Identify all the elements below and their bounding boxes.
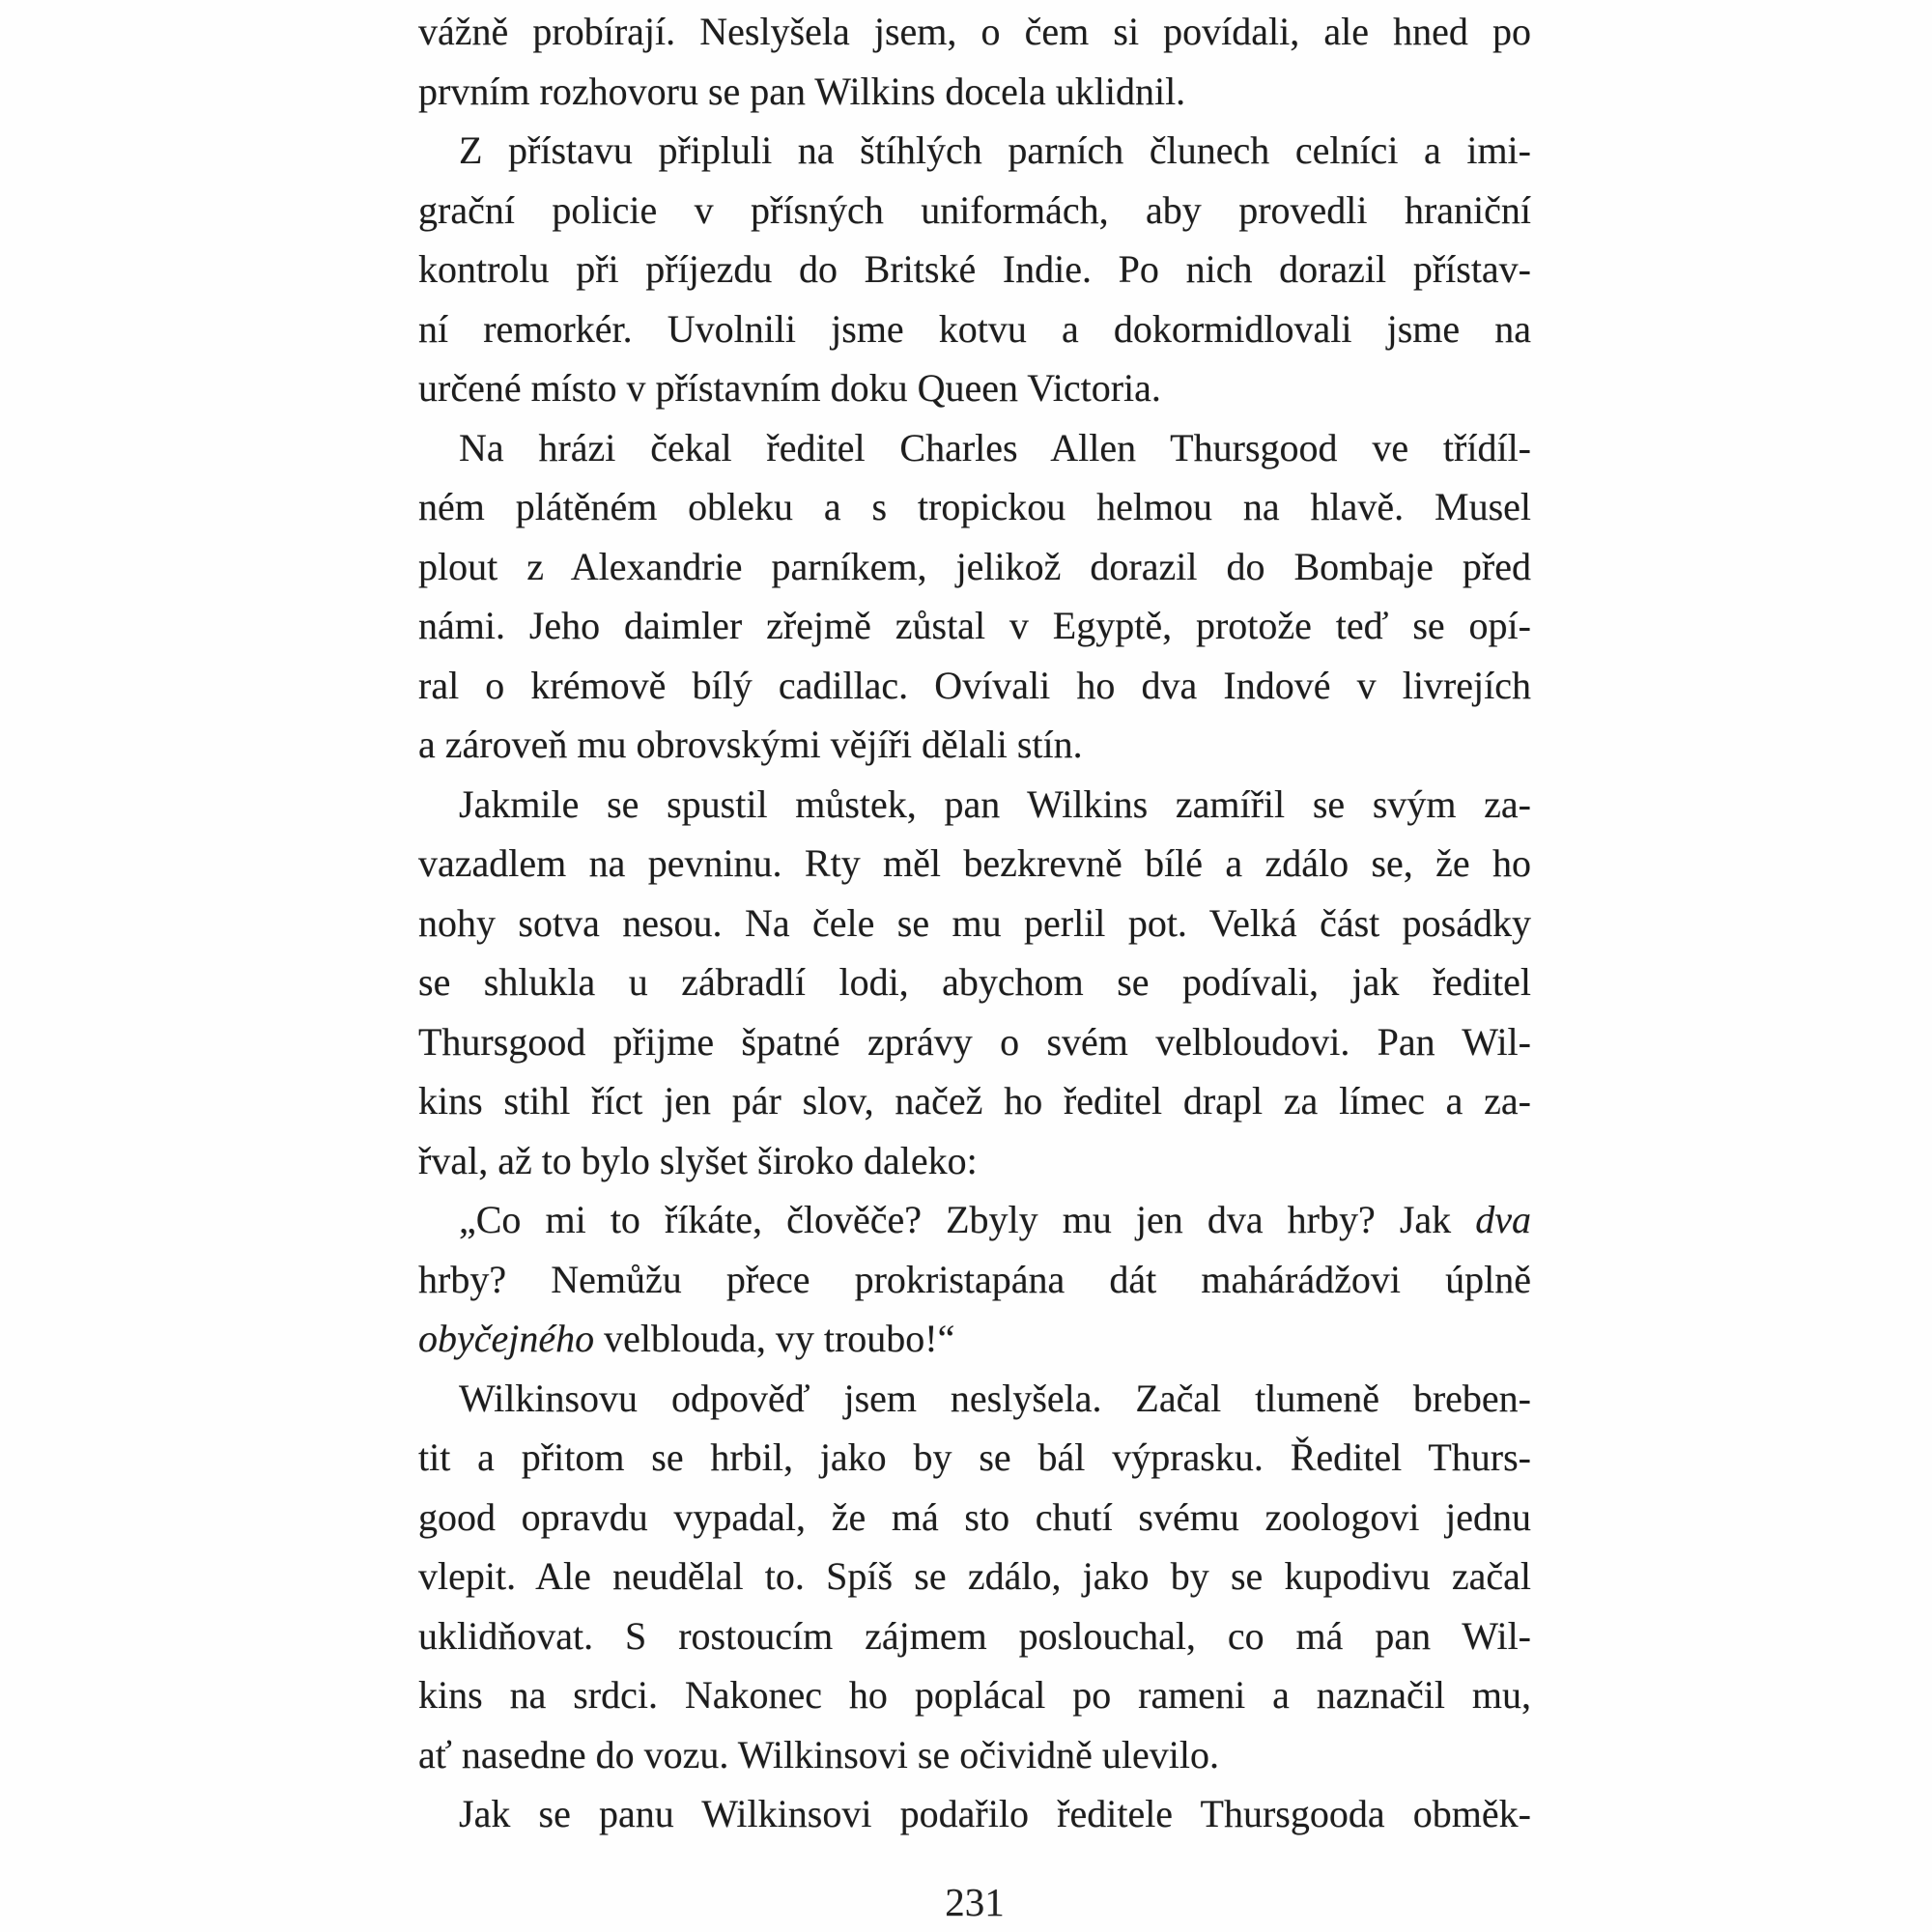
text-segment: plout z Alexandrie parníkem, jelikož dorazil do Bombaje před [418,544,1531,588]
text-line [418,1071,1531,1131]
text-line [418,715,1531,775]
text-segment: určené místo v přístavním doku Queen Victoria. [418,366,1161,410]
text-line [418,1547,1531,1606]
text-line [418,1488,1531,1548]
text-line [418,1250,1531,1310]
text-segment: good opravdu vypadal, že má sto chutí svému zoologovi jednu [418,1494,1531,1539]
text-line [418,656,1531,716]
text-line [418,834,1531,894]
text-segment: tit a přitom se hrbil, jako by se bál výprasku. Ředitel Thurs- [418,1435,1531,1479]
text-line [418,1131,1531,1191]
text-segment: vazadlem na pevninu. Rty měl bezkrevně bílé a zdálo se, že ho [418,841,1531,885]
text-line [418,894,1531,953]
text-line [418,240,1531,299]
text-line [418,1012,1531,1072]
text-line [418,775,1531,835]
text-line [418,358,1531,418]
text-segment: kins stihl říct jen pár slov, načež ho ředitel drapl za límec a za- [418,1079,1531,1122]
text-segment: velblouda, vy troubo!“ [594,1317,955,1360]
text-segment: Wilkinsovu odpověď jsem neslyšela. Začal tlumeně breben- [459,1376,1531,1420]
text-line [418,121,1531,181]
text-line [418,1606,1531,1666]
text-segment: hrby? Nemůžu přece prokristapána dát mahárádžovi úplně [418,1257,1531,1301]
text-line [418,1784,1531,1844]
italic-text-segment: dva [1475,1198,1531,1241]
text-segment: vlepit. Ale neudělal to. Spíš se zdálo, jako by se kupodivu začal [418,1554,1531,1598]
text-line [418,1190,1531,1250]
text-line [418,477,1531,537]
text-line [418,952,1531,1012]
text-line [418,1665,1531,1725]
text-line [418,181,1531,241]
text-segment: kins na srdci. Nakonec ho poplácal po rameni a naznačil mu, [418,1673,1531,1717]
text-segment: námi. Jeho daimler zřejmě zůstal v Egyptě, protože teď se opí- [418,604,1531,647]
text-segment: vážně probírají. Neslyšela jsem, o čem si povídali, ale hned po [418,10,1531,53]
text-segment: Thursgood přijme špatné zprávy o svém velbloudovi. Pan Wil- [418,1019,1531,1064]
text-segment: Z přístavu připluli na štíhlých parních člunech celníci a imi- [459,128,1531,172]
text-segment: grační policie v přísných uniformách, aby provedli hraniční [418,187,1531,232]
page-text [418,2,1531,1844]
text-segment: se shlukla u zábradlí lodi, abychom se podívali, jak ředitel [418,960,1531,1004]
text-line [418,537,1531,597]
text-line [418,418,1531,478]
text-segment: Jakmile se spustil můstek, pan Wilkins zamířil se svým za- [459,781,1531,826]
text-segment: ní remorkér. Uvolnili jsme kotvu a dokormidlovali jsme na [418,306,1531,351]
text-line [418,1725,1531,1785]
text-segment: ném plátěném obleku a s tropickou helmou na hlavě. Musel [418,485,1531,528]
text-segment: „Co mi to říkáte, člověče? Zbyly mu jen dva hrby? Jak [459,1198,1476,1241]
text-segment: nohy sotva nesou. Na čele se mu perlil pot. Velká část posádky [418,900,1531,945]
text-segment: kontrolu při příjezdu do Britské Indie. Po nich dorazil přístav- [418,247,1531,291]
text-segment: Na hrázi čekal ředitel Charles Allen Thursgood ve třídíl- [459,425,1531,469]
text-segment: řval, až to bylo slyšet široko daleko: [418,1138,978,1182]
text-line [418,1369,1531,1429]
text-segment: prvním rozhovoru se pan Wilkins docela uklidnil. [418,69,1186,113]
text-line [418,596,1531,656]
text-segment: ral o krémově bílý cadillac. Ovívali ho dva Indové v livrejích [418,663,1531,707]
text-segment: Jak se panu Wilkinsovi podařilo ředitele Thursgooda obměk- [459,1792,1531,1835]
text-segment: uklidňovat. S rostoucím zájmem poslouchal, co má pan Wil- [418,1613,1531,1658]
text-line [418,62,1531,122]
text-segment: ať nasedne do vozu. Wilkinsovi se očividně ulevilo. [418,1732,1220,1776]
page-number: 231 [945,1880,1005,1924]
text-line [418,299,1531,359]
text-line [418,1428,1531,1488]
text-line [418,2,1531,62]
text-line [418,1309,1531,1369]
text-segment: a zároveň mu obrovskými vějíři dělali stín. [418,723,1083,766]
italic-text-segment: obyčejného [418,1317,595,1360]
